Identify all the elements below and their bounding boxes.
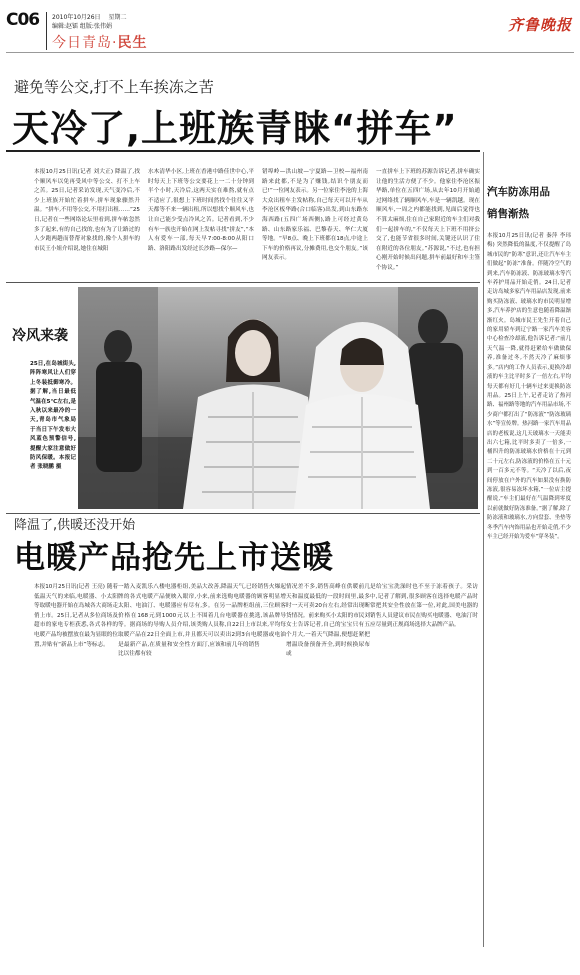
story2-column-3: 大改善,降温天气,已经销售火爆起来,前来选购电暖器的顾客明显增多。在另一品牌柜组前,三位顾客围着几台电暖器在挑选,该品牌导购人员称,自22日上市以来,平均每天可以卖出2到3台电暖器或电油汀,应该和前几年的销售 <box>202 584 286 648</box>
side-article-body: 本报10月25日讯(记者 秦萍 李玮梅) 突然降低的温度,不仅提醒了岛城市民的“防寒”意识,还让汽车车主们做起“防冻”准备。伴随冷空气的到来,汽车防冻液、防冻玻璃水等汽车养护用品开始走俏。24日,记者走访岛城多家汽车用品店发现,前来购买防冻液、玻璃水的市民明显增多,汽车养护店的生意也随着降温渐渐红火。岛城市民王先生开着自己的家用轿车到辽宁路一家汽车美容中心检查冷却液,他告诉记者:“前几天气温一降,就得赶紧给车做做保养,准备过冬,不然天冷了麻烦事多。”店内的工作人员表示,更换冷却液的车主比平时多了一倍左右,平均每天都有好几十辆车过来更换防冻用品。25日上午,记者走访了热河路、福州路等地的汽车用品市场,不少商户都打出了“防冻液”“防冻玻璃水”等宣传牌。热河路一家汽车用品店的老板说,这几天玻璃水一天能卖出六七箱,比平时多卖了一倍多,一桶四升的防冻玻璃水价格在十元到二十元左右,防冻液的价格在五十元到一百多元不等。“天冷了以后,夜间停放在户外的汽车如果没有换防冻液,很容易冻坏水箱,”一位店主提醒说,“车主们最好在气温降到零度以前就做好防冻准备。”据了解,除了防冻液和玻璃水,方向盘套、坐垫等冬季汽车内饰用品也开始走俏,不少车主已经开始为爱车“穿冬装”。 <box>487 233 571 540</box>
story1-column-2: 水木清华小区,上班在香港中路佳世中心,平时每天上下班等公交要花上一二十分钟到半个小时,天冷后,这两天实在难熬,就有点不适应了,很想上下班时间然找个往往又平天都等不来一辆出租,所以想找个顺风车,也让自己能少受点冷风之苦。记者看到,不少有车一族也开始在网上发帖寻找“拼友”,“本人有爱车一部,每天早7:00-8:00从阳口路、洛阳路出发经过长沙路—保尔— <box>148 169 254 252</box>
story2-kicker: 降温了,供暖还没开始 <box>14 518 136 533</box>
story1-column-4: 一直拼车上下班的苏源告诉记者,拼车确实让他的生活方便了不少。他家住李沧区振华路,单位在五四广场,从去年10月开始通过网络找了辆顺风车,车是一辆凯越。现在顺风车,一周之内都能找到,见面后觉得也不算太麻烦,住在自己家附近的车主们对我们一起拼车的,“不仅每天上下班不用挤公交了,也能节省很多时间,关键还认识了住在附近的各位朋友。”苏源说,“不过,也有担心刚开始时候出问题,拼车前最好和车主签个协议。” <box>376 169 480 271</box>
story2-column-5: 是给宝宝洗澡时也不至于冻着孩子。采访中,记者了解到,很多顾客在选择电暖产品时常把其安全性放在第一位,对此,国美电器的销售人员建议市民在购买电暖器、电油汀时应尽量到正规商场选择大品牌产品。 <box>370 584 478 629</box>
section-separator: · <box>112 35 118 51</box>
subsection-name: 民生 <box>117 35 148 51</box>
side-column-divider <box>483 152 484 947</box>
street-photo <box>78 287 478 509</box>
story2-column-1: 本报10月25日讯(记者 王亮) 随着低温天气的来临,电暖器、小太阳等取暖电器开始在岛城各大商场走俏上市。25日,记者从多位商场及超市的家电专柜获悉,各式各样的电暖产品均被摆放在最为显眼的位置,并贴有“新品上市”等标志。 <box>34 584 118 648</box>
street-photo-scene <box>78 287 478 509</box>
section-name: 今日青岛 <box>52 35 112 51</box>
issue-weekday: 星期二 <box>108 14 127 21</box>
masthead-date-line <box>52 12 126 21</box>
story2-headline: 电暖产品抢先上市送暖 <box>14 540 334 576</box>
page-number: C06 <box>6 10 40 30</box>
story1-column-1: 本报10月25日讯(记者 刘大正) 降温了,找个顺风车以免再受风中等公交、打不上车之苦。25日,记者采访发现,天气变冷后,不少上班族开始忙着拼车,拼车现象骤然升温。“拼车,不用等公交,不用打出租……”25日,记者在一些网络论坛里看到,拼车帖忽然多了起来,有的自己找的,也有为了让路过的人少跑两趟而替帮对象找的,像个人拼车的市民王小姐介绍说,她住在城阳 <box>34 169 140 252</box>
story1-headline: 天冷了,上班族青睐“拼车” <box>12 107 458 150</box>
photo-caption-body: 25日,在岛城街头,阵阵寒风让人们穿上冬装抵御寒冷。据了解,当日最低气温在5℃左右,是入秋以来最冷的一天,青岛市气象局于当日下午发布大风蓝色预警信号,提醒大家注意做好防风保暖。本报记者 张晓鹏 摄 <box>30 361 76 471</box>
story1-bottom-rule <box>6 282 480 283</box>
newspaper-logo: 齐鲁晚报 <box>507 16 572 34</box>
masthead-rule <box>6 52 574 53</box>
masthead-divider <box>46 12 47 50</box>
section-title <box>52 32 147 52</box>
story2-column-4: 情况差不多,销售高峰在供暖前几天和温度最低的一段时间里,最多时一天可卖20台左右,经常出现断货情况。前来购买小太阳的市民刘女士告诉记者,自己的宝宝只有五个月大,一着天气降温,便想赶紧把增温设备预备齐全,到时候换尿布或 <box>286 584 370 658</box>
side-title-line-1: 汽车防冻用品 <box>487 186 550 198</box>
side-title-line-2: 销售渐热 <box>487 208 529 220</box>
story2-column-2: 一踏入麦凯乐八楼电器柜组,美品牌的各式电暖产品便映入眼帘,小太阳、电油汀、电暖器应有尽有,价格在168元到1000元以上不等。据商场的导购人员介绍,该类取暖产品在22日全面上市,并且都是最新产品,在质量和安全性方面比以往都有较 <box>118 584 202 658</box>
story1-rule <box>6 150 480 152</box>
story1-column-3: 错埠岭—洪山坡—宁夏路—卫校—福州南路来此都,不是为了赚钱,结识个朋友而已!”一位网友表示。另一位家住李沧的上海大众出租车主发帖称,自己每天可以开车从李沧区板华路(合口临客)出发,到山东路东海西路(五四广场西侧),路上可经过黄岛路、山东路家乐福、巴黎春天、华仁大厦等地。“早8点、晚上下班都在18点,中途上下车的价格再议,分摊费用,也交个朋友。”该网友表示。 <box>262 169 368 262</box>
editor-credits: 编辑:赵镭 组版:张伟娟 <box>52 23 112 30</box>
story1-kicker: 避免等公交,打不上车挨冻之苦 <box>14 78 214 96</box>
photo-caption-title: 冷风来袭 <box>12 328 68 344</box>
issue-date: 2010年10月26日 <box>52 14 101 21</box>
